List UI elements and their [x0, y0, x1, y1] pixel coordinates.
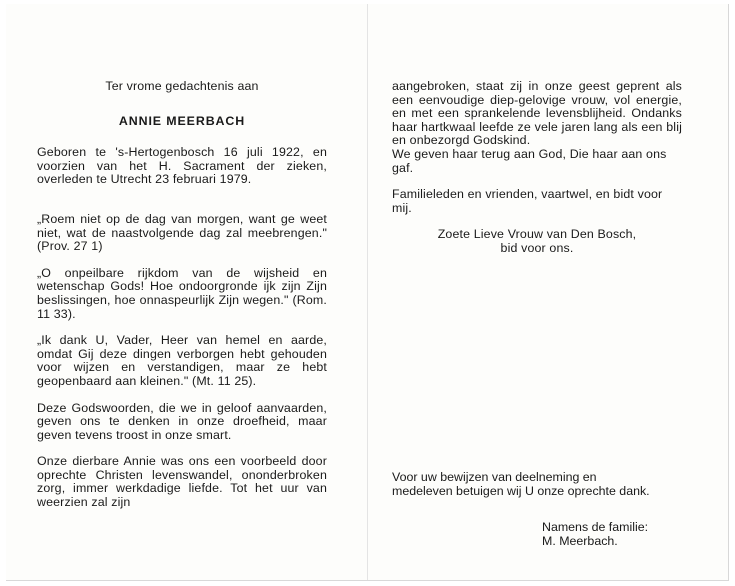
remembrance-text: Onze dierbare Annie was ons een voorbeeld door oprechte Christen levenswandel, ononderbroken zorg, immer werkdadige liefde. Tot het uur van weerzien zal zijn [37, 454, 327, 510]
quote-romans: „O onpeilbare rijkdom van de wijsheid en wetenschap Gods! Hoe ondoorgronde ijk zijn Zijn beslissingen, hoe onnaspeurlijk Zijn wegen." (Rom. 11 33). [37, 265, 327, 321]
reflection-text: Deze Godswoorden, die we in geloof aanvaarden, geven ons te denken in onze droefheid, maar geven tevens troost in onze smart. [37, 400, 327, 442]
deceased-name: ANNIE MEERBACH [118, 113, 246, 128]
fold-line [367, 4, 368, 580]
quote-matthew: „Ik dank U, Vader, Heer van hemel en aarde, omdat Gij deze dingen verborgen hebt gehouden voor wijzen en verstandigen, maar ze hebt geopenbaard aan kleinen." (Mt. 11 25). [37, 333, 327, 388]
birth-death-text: Geboren te 's-Hertogenbosch 16 juli 1922, en voorzien van het H. Sacrament der zieken, overleden te Utrecht 23 februari 1979. [37, 145, 327, 187]
farewell-text: Familieleden en vrienden, vaartwel, en bidt voor mij. [392, 187, 663, 215]
quote-proverbs: „Roem niet op de dag van morgen, want ge weet niet, wat de naastvolgende dag zal meebrengen." (Prov. 27 1) [37, 211, 327, 254]
return-to-god-text: We geven haar terug aan God, Die haar aan ons gaf. [392, 146, 667, 175]
thanks-text: Voor uw bewijzen van deelneming en medeleven betuigen wij U onze oprechte dank. [392, 470, 650, 498]
prayer-line-1: Zoete Lieve Vrouw van Den Bosch, [437, 227, 637, 242]
right-page [392, 80, 682, 256]
card-title: Ter vrome gedachtenis aan [105, 79, 259, 93]
signature-block [542, 521, 692, 548]
signature-line-2: M. Meerbach. [542, 533, 618, 548]
signature-line-1: Namens de familie: [542, 520, 649, 534]
left-page [37, 80, 327, 523]
prayer-line-2: bid voor ons. [500, 240, 574, 255]
remembrance-continued: aangebroken, staat zij in onze geest geprent als een eenvoudige diep-gelovige vrouw, vol energie, en met een sprankelende levensblijheid. Ondanks haar hartkwaal leefde ze vele jaren lang als een blij en onbezorgd Godskind. [392, 79, 682, 148]
